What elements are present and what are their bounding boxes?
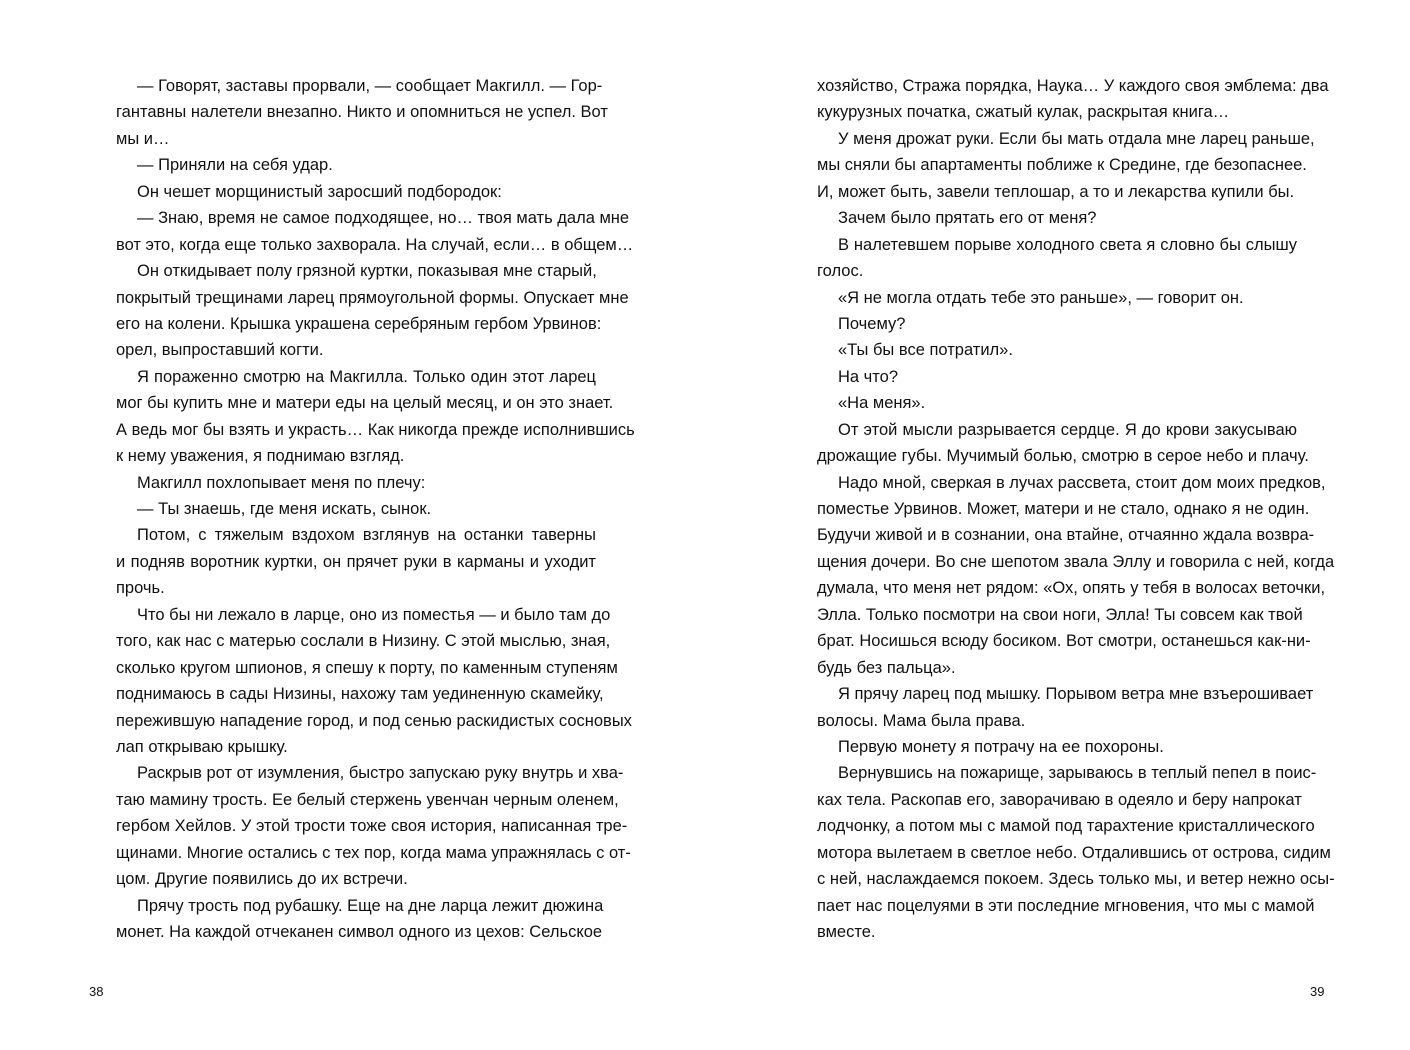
text-line: лап открываю крышку. — [116, 737, 288, 756]
text-line: А ведь мог бы взять и украсть… Как никогда прежде исполнившись — [116, 420, 635, 439]
text-line: пережившую нападение город, и под сенью раскидистых сосновых — [116, 711, 632, 730]
text-line: Я прячу ларец под мышку. Порывом ветра мне взъерошивает — [838, 685, 1314, 704]
text-line: Потом, с тяжелым вздохом взглянув на останки таверны — [137, 526, 596, 545]
text-line: вместе. — [817, 923, 876, 941]
text-line: того, как нас с матерью сослали в Низину. С этой мыслью, зная, — [116, 632, 611, 651]
text-line: — Говорят, заставы прорвали, — сообщает Макгилл. — Гор- — [137, 77, 603, 95]
text-line: монет. На каждой отчеканен символ одного из цехов: Сельское — [116, 923, 603, 941]
text-line: «Ты бы все потратил». — [838, 341, 1013, 360]
text-line: брат. Носишься всюду босиком. Вот смотри, останешься как-ни- — [817, 632, 1311, 651]
right-page-text — [817, 73, 1335, 945]
text-line: У меня дрожат руки. Если бы мать отдала мне ларец раньше, — [838, 129, 1315, 148]
text-line: «Я не могла отдать тебе это раньше», — говорит он. — [838, 288, 1244, 307]
text-line: гербом Хейлов. У этой трости тоже своя история, написанная тре- — [116, 817, 628, 836]
text-line: щения дочери. Во сне шепотом звала Эллу и говорила с ней, когда — [817, 552, 1335, 571]
text-line: поднимаюсь в сады Низины, нахожу там уединенную скамейку, — [116, 685, 604, 704]
text-line: Вернувшись на пожарище, зарываюсь в теплый пепел в поис- — [838, 764, 1317, 783]
text-line: Надо мной, сверкая в лучах рассвета, стоит дом моих предков, — [838, 473, 1326, 492]
text-line: мы и… — [116, 129, 170, 148]
text-line: — Приняли на себя удар. — [137, 156, 333, 175]
text-line: с ней, наслаждаемся покоем. Здесь только мы, и ветер нежно осы- — [817, 870, 1335, 889]
text-line: Будучи живой и в сознании, она втайне, отчаянно ждала возвра- — [817, 526, 1315, 545]
right-page-number: 39 — [1310, 984, 1325, 999]
text-line: мотора вылетаем в светлое небо. Отдалившись от острова, сидим — [817, 843, 1331, 862]
text-line: гантавны налетели внезапно. Никто и опомниться не успел. Вот — [116, 103, 608, 122]
text-line: цом. Другие появились до их встречи. — [116, 870, 408, 889]
text-line: его на колени. Крышка украшена серебряным гербом Урвинов: — [116, 314, 602, 333]
text-line: — Знаю, время не самое подходящее, но… твоя мать дала мне — [137, 209, 630, 228]
text-line: кукурузных початка, сжатый кулак, раскрытая книга… — [817, 103, 1230, 122]
text-line: вот это, когда еще только захворала. На случай, если… в общем… — [116, 235, 634, 254]
text-line: — Ты знаешь, где меня искать, сынок. — [137, 500, 432, 518]
text-line: сколько кругом шпионов, я спешу к порту, по каменным ступеням — [116, 658, 618, 677]
text-line: Он откидывает полу грязной куртки, показывая мне старый, — [137, 262, 597, 281]
text-line: Что бы ни лежало в ларце, оно из поместья — и было там до — [137, 605, 611, 624]
text-line: мы сняли бы апартаменты поближе к Средине, где безопаснее. — [817, 156, 1307, 175]
text-line: Элла. Только посмотри на свои ноги, Элла! Ты совсем как твой — [817, 605, 1303, 624]
text-line: поместье Урвинов. Может, матери и не стало, однако я не один. — [817, 500, 1310, 518]
text-line: Макгилл похлопывает меня по плечу: — [137, 473, 426, 492]
text-line: покрытый трещинами ларец прямоугольной формы. Опускает мне — [116, 288, 629, 307]
text-line: волосы. Мама была права. — [817, 711, 1026, 730]
left-page-number: 38 — [89, 984, 104, 999]
text-line: На что? — [838, 367, 898, 386]
text-line: дрожащие губы. Мучимый болью, смотрю в серое небо и плачу. — [817, 447, 1309, 466]
text-line: Раскрыв рот от изумления, быстро запускаю руку внутрь и хва- — [137, 764, 624, 783]
text-line: таю мамину трость. Ее белый стержень увенчан черным оленем, — [116, 790, 619, 809]
text-line: и подняв воротник куртки, он прячет руки в карманы и уходит — [116, 552, 596, 571]
text-line: Прячу трость под рубашку. Еще на дне ларца лежит дюжина — [137, 896, 604, 915]
text-line: голос. — [817, 262, 864, 281]
text-line: «На меня». — [838, 394, 926, 413]
text-line: В налетевшем порыве холодного света я словно бы слышу — [838, 235, 1297, 254]
text-line: От этой мысли разрывается сердце. Я до крови закусываю — [838, 420, 1297, 439]
text-line: Он чешет морщинистый заросший подбородок: — [137, 182, 502, 201]
text-line: будь без пальца». — [817, 658, 956, 677]
text-line: к нему уважения, я поднимаю взгляд. — [116, 447, 405, 466]
text-line: Почему? — [838, 314, 906, 333]
text-line: хозяйство, Стража порядка, Наука… У каждого своя эмблема: два — [817, 77, 1329, 95]
text-line: Я пораженно смотрю на Макгилла. Только один этот ларец — [137, 367, 596, 386]
text-line: Зачем было прятать его от меня? — [838, 209, 1097, 228]
text-line: И, может быть, завели теплошар, а то и лекарства купили бы. — [817, 182, 1295, 201]
text-line: думала, что меня нет рядом: «Ох, опять у тебя в волосах веточки, — [817, 579, 1326, 598]
text-line: мог бы купить мне и матери еды на целый месяц, и он это знает. — [116, 394, 614, 413]
text-line: прочь. — [116, 579, 165, 598]
text-line: лодчонку, а потом мы с мамой под тарахтение кристаллического — [817, 817, 1315, 836]
text-line: орел, выпроставший когти. — [116, 341, 324, 360]
text-line: Первую монету я потрачу на ее похороны. — [838, 737, 1164, 756]
text-line: пает нас поцелуями в эти последние мгновения, что мы с мамой — [817, 896, 1315, 915]
text-line: ках тела. Раскопав его, заворачиваю в одеяло и беру напрокат — [817, 790, 1302, 809]
left-page-text — [116, 73, 635, 945]
text-line: щинами. Многие остались с тех пор, когда мама упражнялась с от- — [116, 843, 631, 862]
right-page — [705, 0, 1410, 1050]
